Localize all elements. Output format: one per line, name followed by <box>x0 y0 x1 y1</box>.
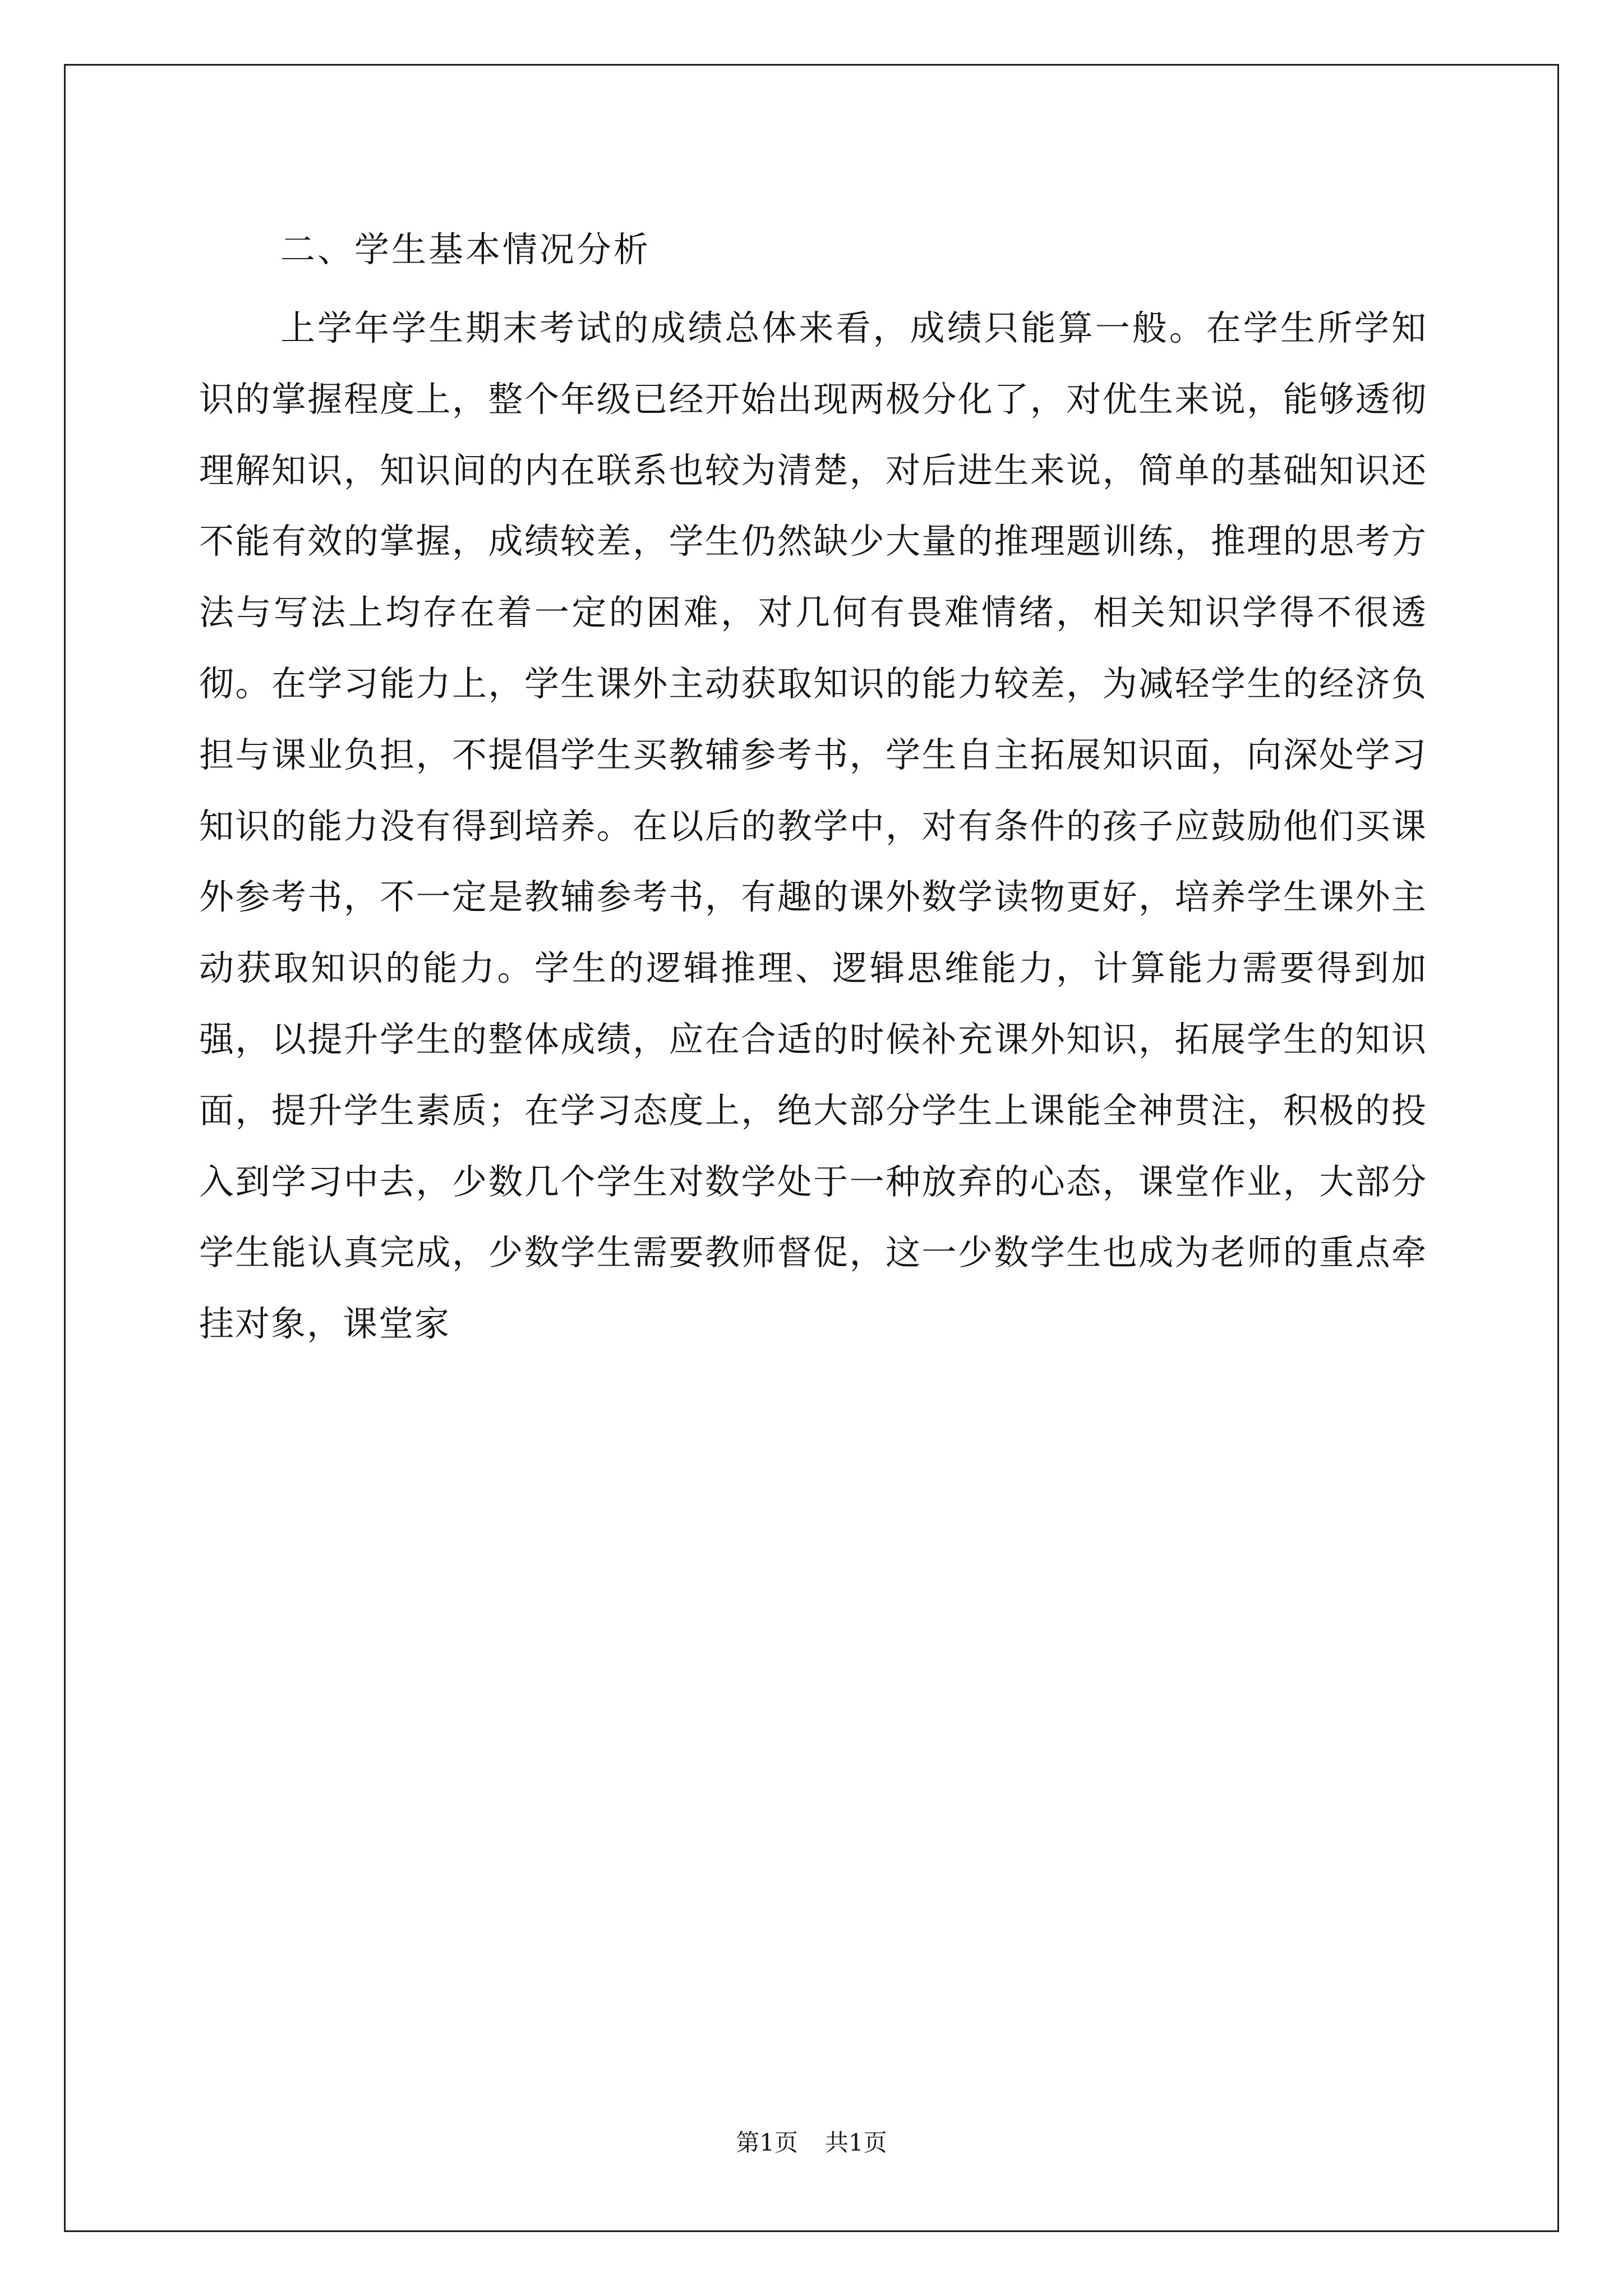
page-total: 共1页 <box>825 2129 887 2156</box>
page-number: 第1页 <box>736 2129 798 2156</box>
body-paragraph: 上学年学生期末考试的成绩总体来看，成绩只能算一般。在学生所学知识的掌握程度上，整个年级已经开始出现两极分化了，对优生来说，能够透彻理解知识，知识间的内在联系也较为清楚，对后进生来说，简单的基础知识还不能有效的掌握，成绩较差，学生仍然缺少大量的推理题训练，推理的思考方法与写法上均存在着一定的困难，对几何有畏难情绪，相关知识学得不很透彻。在学习能力上，学生课外主动获取知识的能力较差，为减轻学生的经济负担与课业负担，不提倡学生买教辅参考书，学生自主拓展知识面，向深处学习知识的能力没有得到培养。在以后的教学中，对有条件的孩子应鼓励他们买课外参考书，不一定是教辅参考书，有趣的课外数学读物更好，培养学生课外主动获取知识的能力。学生的逻辑推理、逻辑思维能力，计算能力需要得到加强，以提升学生的整体成绩，应在合适的时候补充课外知识，拓展学生的知识面，提升学生素质；在学习态度上，绝大部分学生上课能全神贯注，积极的投入到学习中去，少数几个学生对数学处于一种放弃的心态，课堂作业，大部分学生能认真完成，少数学生需要教师督促，这一少数学生也成为老师的重点牵挂对象，课堂家 <box>199 307 1427 1345</box>
section-heading: 二、学生基本情况分析 <box>280 229 651 270</box>
page-footer <box>0 2126 1623 2160</box>
